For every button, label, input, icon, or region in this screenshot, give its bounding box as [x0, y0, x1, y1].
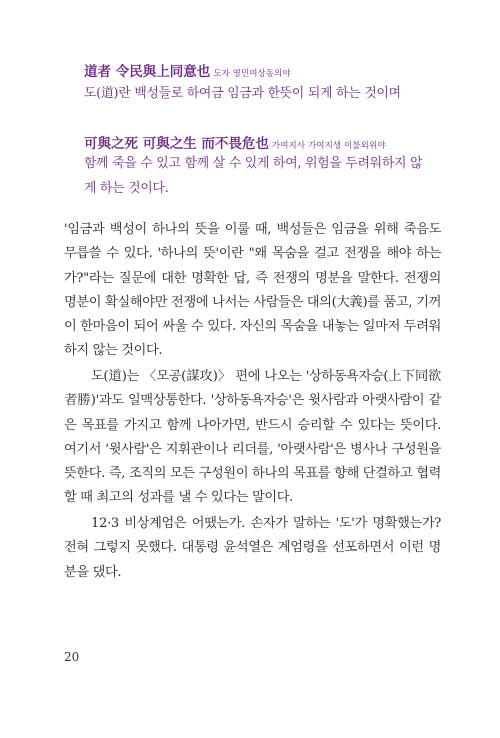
quote2-hanja: 可與之死 可與之生 而不畏危也 — [84, 136, 269, 152]
page-number: 20 — [64, 650, 80, 664]
quote2-reading: 가여지사 가여지생 이불외위야 — [271, 141, 386, 151]
quote1-hanja-line — [84, 60, 291, 80]
quote2-translation: 함께 죽을 수 있고 함께 살 수 있게 하여, 위험을 두려워하지 않게 하는 것이다. — [84, 156, 423, 196]
quote1-hanja: 道者 令民與上同意也 — [84, 64, 211, 80]
body-paragraph-3: 12·3 비상계엄은 어땠는가. 손자가 말하는 '도'가 명확했는가? 전혀 그렇지 못했다. 대통령 윤석열은 계엄령을 선포하면서 이런 명분을 댔다. — [64, 516, 441, 580]
body-paragraph-2: 도(道)는 〈모공(謀攻)〉 편에 나오는 '상하동욕자승(上下同欲者勝)'과도 일맥상통한다. '상하동욕자승'은 윗사람과 아랫사람이 같은 목표를 가지고 함께 나아가면, 반드시 승리할 수 있다는 뜻이다. 여기서 '윗사람'은 지휘관이나 리더를, '아랫사람'은 병사나 구성원을 뜻한다. 즉, 조직의 모든 구성원이 하나의 목표를 향해 단결하고 협력할 때 최고의 성과를 낼 수 있다는 말이다. — [64, 369, 441, 506]
quote1-reading: 도자 영민여상동의야 — [213, 69, 291, 79]
quote2-hanja-line — [84, 132, 386, 152]
body-paragraph-1: '임금과 백성이 하나의 뜻을 이룰 때, 백성들은 임금을 위해 죽음도 무릅쓸 수 있다. '하나의 뜻'이란 "왜 목숨을 걸고 전쟁을 해야 하는가?"라는 질문에 대한 명확한 답, 즉 전쟁의 명분을 말한다. 전쟁의 명분이 확실해야만 전쟁에 나서는 사람들은 대의(大義)를 품고, 기꺼이 한마음이 되어 싸울 수 있다. 자신의 목숨을 내놓는 일마저 두려워하지 않는 것이다. — [64, 222, 441, 359]
quote1-translation: 도(道)란 백성들로 하여금 임금과 한뜻이 되게 하는 것이며 — [84, 86, 401, 101]
